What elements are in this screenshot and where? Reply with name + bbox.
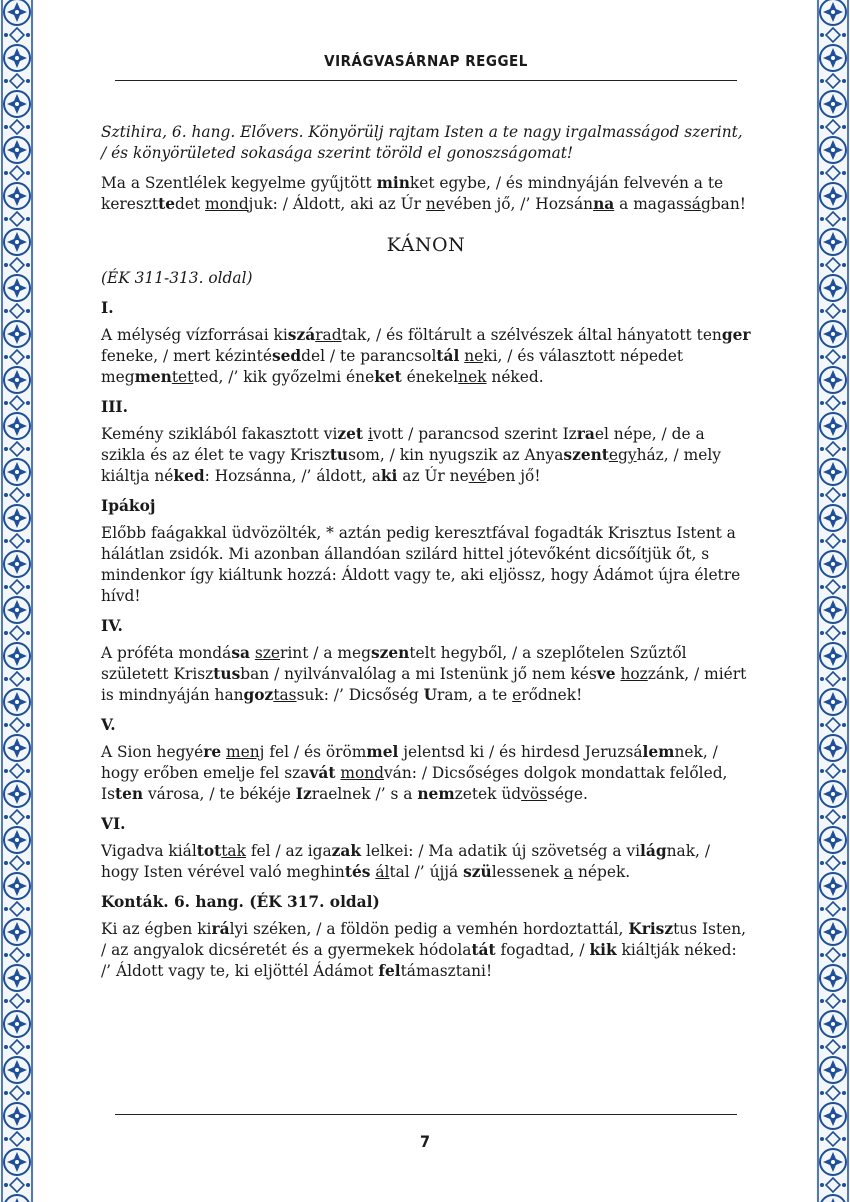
text-run: min: [376, 174, 410, 192]
text-run: tot: [196, 842, 222, 860]
text-run: (ÉK 311-313. oldal): [101, 269, 253, 287]
text-run: Vigadva kiál: [101, 842, 197, 860]
text-paragraph: [101, 841, 751, 883]
text-run: kik: [589, 941, 617, 959]
text-run: e: [512, 686, 522, 704]
text-run: tál: [436, 347, 460, 365]
section-heading: [101, 715, 751, 736]
text-run: sed: [271, 347, 302, 365]
text-run: IV.: [101, 617, 123, 635]
text-run: nek, / hogy erőben emelje fel sza: [101, 743, 718, 782]
text-run: ket egybe, / és mindnyáján felvevén a te kereszt: [101, 174, 724, 213]
text-run: lyi széken, / a földön pedig a vemhén hordoztattál,: [229, 920, 629, 938]
text-run: vé: [468, 467, 487, 485]
page-number: 7: [419, 1132, 430, 1151]
italic-paragraph: [101, 122, 751, 164]
text-run: tak, / és föltárult a szélvészek által hányatott ten: [341, 326, 722, 344]
text-run: rint / a meg: [280, 644, 371, 662]
text-run: tát: [471, 941, 496, 959]
right-ornamental-border: [816, 0, 850, 1202]
section-title: [101, 235, 751, 256]
text-run: det: [175, 195, 206, 213]
section-heading: [101, 616, 751, 637]
text-run: A próféta mondá: [101, 644, 232, 662]
text-run: ket: [374, 368, 402, 386]
text-run: mel: [366, 743, 399, 761]
section-heading: [101, 298, 751, 319]
text-run: fel: [378, 962, 401, 980]
text-run: jelentsd ki / és hirdesd Jeruzsá: [398, 743, 643, 761]
text-run: néked.: [486, 368, 544, 386]
text-run: a magas: [614, 195, 684, 213]
text-run: sa: [231, 644, 250, 662]
text-run: lelkei: / Ma adatik új szövetség a vi: [361, 842, 641, 860]
text-run: ted, /’ kik győzelmi éne: [193, 368, 375, 386]
text-run: ház, / mely kiáltja né: [101, 446, 721, 485]
text-run: ban / nyilvánvalólag a mi Istenünk jő nem kés: [240, 665, 597, 683]
text-run: a: [563, 863, 574, 881]
text-run: A Sion hegyé: [101, 743, 204, 761]
ornament-pattern: [816, 0, 850, 1202]
text-run: ban!: [710, 195, 746, 213]
text-run: ram, a te: [436, 686, 513, 704]
text-run: ten: [114, 785, 144, 803]
text-run: szent: [563, 446, 609, 464]
text-run: ki, / és választott népedet meg: [101, 347, 684, 386]
text-run: telt hegyből, / a szeplőtelen Szűztől született Krisz: [101, 644, 687, 683]
text-run: Iz: [295, 785, 312, 803]
text-run: Ma a Szentlélek kegyelme gyűjtött: [101, 174, 377, 192]
text-paragraph: [101, 919, 751, 982]
text-run: fogadtad, /: [495, 941, 590, 959]
text-run: rá: [211, 920, 230, 938]
text-run: Konták. 6. hang. (ÉK 317. oldal): [101, 893, 380, 911]
text-run: nak, / hogy Isten vérével való meghin: [101, 842, 711, 881]
running-header: VIRÁGVASÁRNAP REGGEL: [324, 52, 528, 70]
text-run: egy: [608, 446, 637, 464]
ornament-pattern: [0, 0, 34, 1202]
text-run: nek: [458, 368, 487, 386]
text-run: re: [203, 743, 222, 761]
text-run: tu: [329, 446, 349, 464]
text-run: rődnek!: [521, 686, 583, 704]
text-run: ben jő!: [486, 467, 541, 485]
text-run: A mélység vízforrásai ki: [101, 326, 288, 344]
text-run: Krisz: [628, 920, 674, 938]
text-run: ki: [380, 467, 398, 485]
text-run: tak: [221, 842, 246, 860]
text-run: feneke, / mert kézinté: [101, 347, 272, 365]
page-body: [101, 122, 751, 991]
text-run: suk: /’ Dicsőség: [296, 686, 424, 704]
text-run: lessenek: [491, 863, 564, 881]
text-run: ger: [721, 326, 751, 344]
text-run: KÁNON: [386, 234, 466, 256]
text-run: goz: [243, 686, 274, 704]
text-run: sze: [254, 644, 281, 662]
text-run: te: [158, 195, 175, 213]
text-run: del / te parancsol: [301, 347, 437, 365]
text-run: ság: [683, 195, 711, 213]
text-run: zet: [337, 425, 364, 443]
text-run: ál: [375, 863, 390, 881]
text-run: lem: [642, 743, 675, 761]
text-run: tus: [213, 665, 241, 683]
text-run: fel / az iga: [245, 842, 332, 860]
text-run: mond: [205, 195, 249, 213]
section-heading: [101, 814, 751, 835]
section-heading: [101, 892, 751, 913]
text-run: fel / és öröm: [264, 743, 367, 761]
text-run: menj: [226, 743, 265, 761]
text-run: som, / kin nyugszik az Anya: [348, 446, 564, 464]
text-run: tus Isten, / az angyalok dicséretét és a gyermekek hódola: [101, 920, 747, 959]
text-run: népek.: [573, 863, 631, 881]
text-run: ked: [173, 467, 205, 485]
text-run: : Hozsánna, /’ áldott, a: [204, 467, 381, 485]
text-run: juk: / Áldott, aki az Úr: [248, 195, 426, 213]
text-run: kiáltják néked: /’ Áldott vagy te, ki eljöttél Ádámot: [101, 941, 737, 980]
text-paragraph: [101, 424, 751, 487]
text-run: zánk, / miért is mindnyáján han: [101, 665, 747, 704]
text-run: na: [593, 195, 615, 213]
footer-rule: [115, 1114, 737, 1115]
text-run: nem: [417, 785, 455, 803]
text-run: tet: [171, 368, 194, 386]
text-run: szá: [287, 326, 316, 344]
left-ornamental-border: [0, 0, 34, 1202]
text-run: szen: [370, 644, 410, 662]
text-run: énekel: [401, 368, 459, 386]
text-run: el népe, / de a szikla és az élet te vagy Krisz: [101, 425, 705, 464]
text-run: tal /’ újjá: [389, 863, 464, 881]
text-run: U: [423, 686, 437, 704]
text-run: hoz: [620, 665, 648, 683]
text-run: III.: [101, 398, 128, 416]
text-paragraph: [101, 173, 751, 215]
text-run: raelnek /’ s a: [311, 785, 418, 803]
text-run: zetek üd: [454, 785, 522, 803]
text-run: városa, / te békéje: [143, 785, 296, 803]
section-heading: [101, 397, 751, 418]
text-run: mond: [340, 764, 384, 782]
text-paragraph: [101, 742, 751, 805]
text-run: zak: [331, 842, 362, 860]
text-run: lág: [640, 842, 667, 860]
text-run: az Úr ne: [397, 467, 469, 485]
text-run: Ipákoj: [101, 497, 156, 515]
text-run: VI.: [101, 815, 126, 833]
text-run: vös: [521, 785, 547, 803]
text-run: Sztihira, 6. hang. Elővers. Könyörülj rajtam Isten a te nagy irgalmasságod szerint, / és könyörületed sokasága szerint töröld el gonoszságomat!: [101, 123, 743, 162]
text-run: Kemény sziklából fakasztott vi: [101, 425, 338, 443]
text-run: rad: [315, 326, 342, 344]
text-run: i: [367, 425, 373, 443]
text-run: I.: [101, 299, 114, 317]
text-run: vében jő, /’ Hozsán: [444, 195, 594, 213]
text-run: ván: / Dicsőséges dolgok mondattak felőled, Is: [101, 764, 728, 803]
section-heading: [101, 496, 751, 517]
text-run: ra: [576, 425, 595, 443]
text-run: vott / parancsod szerint Iz: [372, 425, 577, 443]
text-run: vát: [309, 764, 336, 782]
header-rule: [115, 80, 737, 81]
text-run: ve: [596, 665, 616, 683]
text-run: Előbb faágakkal üdvözölték, * aztán pedig keresztfával fogadták Krisztus Istent a hálátlan zsidók. Mi azonban állandóan szilárd hittel jótevőként dicsőítjük őt, s mindenkor így kiáltunk hozzá: Áldott vagy te, aki eljössz, hogy Ádámot újra életre hívd!: [101, 524, 741, 605]
text-run: men: [134, 368, 172, 386]
text-run: Ki az égben ki: [101, 920, 212, 938]
text-run: ne: [464, 347, 484, 365]
text-paragraph: [101, 325, 751, 388]
text-run: tés: [344, 863, 371, 881]
text-run: támasztani!: [400, 962, 493, 980]
text-paragraph: [101, 643, 751, 706]
text-run: szü: [463, 863, 492, 881]
text-paragraph: [101, 523, 751, 607]
text-run: V.: [101, 716, 116, 734]
text-run: tas: [273, 686, 297, 704]
text-run: sége.: [547, 785, 588, 803]
text-run: ne: [425, 195, 445, 213]
italic-paragraph: [101, 268, 751, 289]
